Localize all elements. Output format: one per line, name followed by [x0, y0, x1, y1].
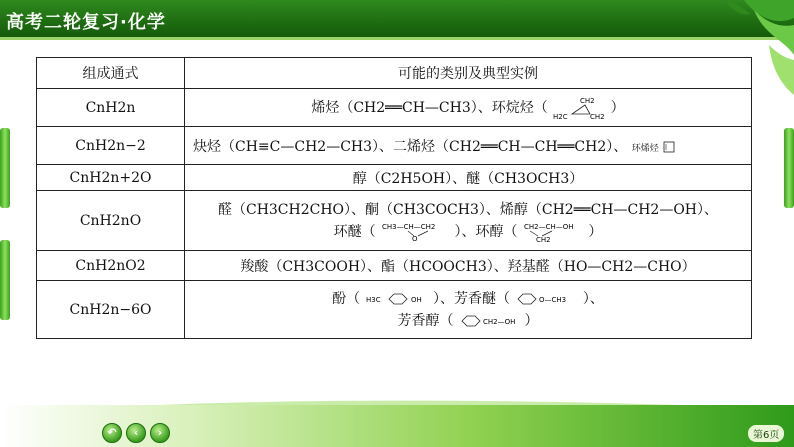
table-header-row [37, 58, 752, 89]
table-row [37, 251, 752, 281]
table-header-examples: 可能的类别及典型实例 [185, 58, 752, 89]
chevron-right-icon: › [157, 426, 163, 439]
chevron-left-icon: ‹ [133, 426, 139, 439]
examples-text: 醛（CH3CH2CHO）、酮（CH3COCH3）、烯醇（CH2══CH—CH2—OH）、 [217, 201, 719, 218]
struct-label: CH2—CH—OH [523, 222, 574, 231]
examples-text: ）、 [582, 290, 604, 307]
right-side-tab [784, 128, 794, 208]
examples-text: ）、环醇（ [454, 223, 518, 240]
phenol-structure-icon [365, 290, 429, 308]
examples-cell [185, 251, 752, 281]
examples-text: ） [588, 223, 603, 240]
examples-cell [185, 89, 752, 127]
examples-text: ）、芳香醚（ [433, 290, 510, 307]
table-row [37, 191, 752, 251]
examples-cell [185, 281, 752, 339]
table-row [37, 89, 752, 127]
struct-label: CH3—CH—CH2 [382, 222, 436, 231]
back-arrow-icon: ↶ [107, 426, 117, 439]
table-row [37, 165, 752, 191]
formula-text: CnH2n−6O [69, 301, 152, 318]
header-divider [0, 37, 794, 40]
table-row [37, 281, 752, 339]
aromatic-ether-structure-icon [514, 290, 578, 308]
examples-text: 炔烃（CH≡C—CH2—CH3）、二烯烃（CH2══CH—CH══CH2）、 [193, 138, 628, 155]
table-row [37, 127, 752, 165]
struct-label: H3C [365, 295, 381, 304]
examples-cell [185, 191, 752, 251]
left-side-tab-bottom [0, 240, 10, 320]
formula-cell [37, 127, 185, 165]
formula-cell [37, 281, 185, 339]
examples-cell [185, 127, 752, 165]
header-title: 高考二轮复习·化学 [6, 12, 166, 33]
formula-cell [37, 191, 185, 251]
formula-text: CnH2nO2 [75, 257, 146, 274]
struct-label: CH2 [590, 112, 605, 121]
examples-text: 醇（C2H5OH）、醚（CH3OCH3） [352, 170, 584, 187]
examples-text: ） [610, 99, 625, 116]
formula-cell [37, 165, 185, 191]
examples-text: 环醚（ [333, 223, 376, 240]
table-header-formula: 组成通式 [37, 58, 185, 89]
formula-text: CnH2n [85, 99, 136, 116]
examples-line-1 [185, 288, 751, 310]
examples-text: 环烯烃 [631, 143, 659, 154]
compound-class-table [36, 57, 752, 339]
examples-text: ） [524, 312, 539, 329]
struct-label: O [412, 234, 418, 243]
cyclic-ether-structure-icon [380, 221, 450, 243]
cycloalkane-structure-icon [552, 95, 606, 121]
struct-label: CH2 [535, 235, 551, 243]
back-button[interactable] [102, 423, 122, 443]
examples-cell [185, 165, 752, 191]
struct-label: CH2—OH [483, 317, 516, 326]
examples-text: 酚（ [332, 290, 361, 307]
formula-text: CnH2nO [79, 212, 142, 229]
struct-label: H2C [553, 112, 568, 121]
page-number: 第6页 [748, 425, 784, 442]
aromatic-alcohol-structure-icon [458, 312, 520, 330]
formula-cell [37, 89, 185, 127]
cycloalkene-ring-icon [663, 141, 675, 153]
struct-label: CH2 [580, 96, 595, 105]
examples-line-2 [185, 310, 751, 332]
examples-text: 芳香醇（ [397, 312, 454, 329]
left-side-tab-top [0, 128, 10, 208]
formula-text: CnH2n+2O [69, 169, 152, 186]
examples-text: 烯烃（CH2══CH—CH3）、环烷烃（ [311, 99, 548, 116]
examples-text: 羧酸（CH3COOH）、酯（HCOOCH3）、羟基醛（HO—CH2—CHO） [240, 258, 696, 275]
formula-cell [37, 251, 185, 281]
examples-line-2 [185, 221, 751, 243]
struct-label: O—CH3 [539, 295, 567, 304]
struct-label: OH [410, 295, 422, 304]
next-button[interactable] [150, 423, 170, 443]
formula-text: CnH2n−2 [75, 137, 146, 154]
previous-button[interactable] [126, 423, 146, 443]
header-bar [0, 0, 794, 37]
cyclic-alcohol-structure-icon [522, 221, 584, 243]
